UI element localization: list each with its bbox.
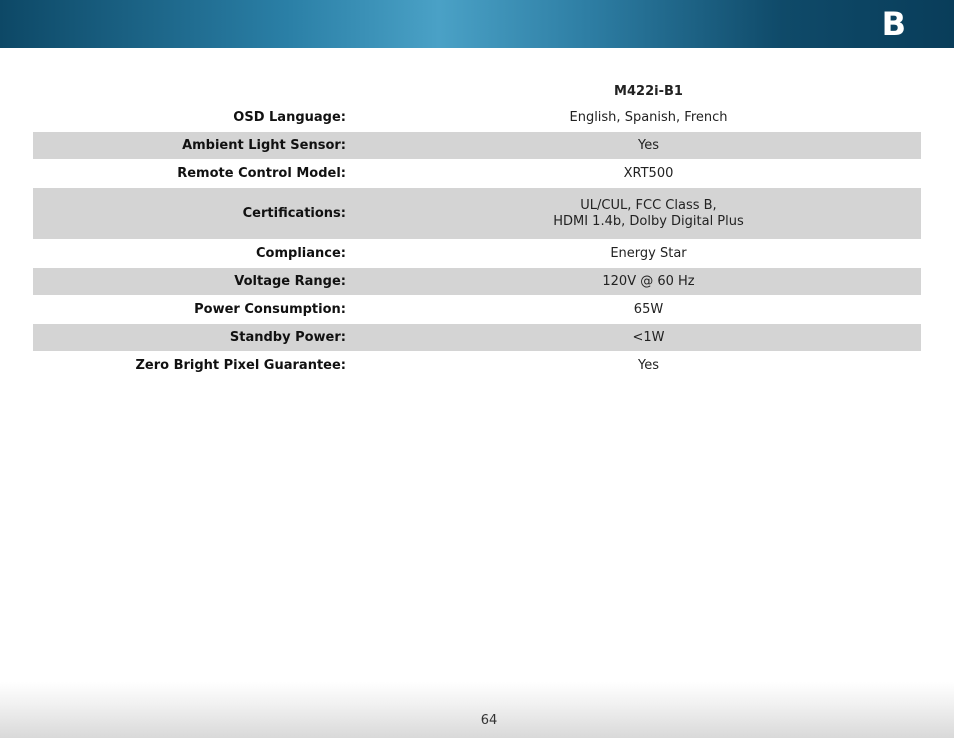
table-row	[33, 352, 921, 380]
row-label: Ambient Light Sensor:	[33, 132, 346, 160]
row-value: 65W	[633, 302, 664, 317]
model-name: M422i-B1	[614, 83, 683, 99]
table-row	[33, 104, 921, 132]
row-value-line: HDMI 1.4b, Dolby Digital Plus	[553, 213, 744, 229]
table-header-row	[33, 78, 921, 104]
row-value: <1W	[376, 324, 921, 352]
table-row	[33, 132, 921, 160]
row-label: OSD Language:	[233, 110, 346, 125]
row-value: 120V @ 60 Hz	[376, 268, 921, 296]
row-value: Yes	[638, 358, 659, 373]
spec-table	[33, 78, 921, 379]
row-label: Certifications:	[33, 188, 346, 240]
row-label: Zero Bright Pixel Guarantee:	[135, 358, 346, 373]
row-value-line: UL/CUL, FCC Class B,	[580, 197, 717, 213]
row-value	[376, 188, 921, 240]
row-label: Standby Power:	[33, 324, 346, 352]
table-row	[33, 160, 921, 188]
table-row	[33, 268, 921, 296]
footer-bar	[0, 682, 954, 738]
table-row	[33, 296, 921, 324]
row-label: Remote Control Model:	[177, 166, 346, 181]
table-row	[33, 240, 921, 268]
row-value: Energy Star	[610, 246, 687, 261]
page-number: 64	[480, 713, 498, 728]
header-bar	[0, 0, 954, 48]
row-label: Power Consumption:	[194, 302, 346, 317]
row-label: Voltage Range:	[33, 268, 346, 296]
row-value: Yes	[376, 132, 921, 160]
row-value: XRT500	[623, 166, 674, 181]
table-row	[33, 324, 921, 352]
table-row	[33, 188, 921, 240]
section-letter: B	[881, 5, 906, 43]
row-value: English, Spanish, French	[569, 110, 728, 125]
row-label: Compliance:	[256, 246, 346, 261]
